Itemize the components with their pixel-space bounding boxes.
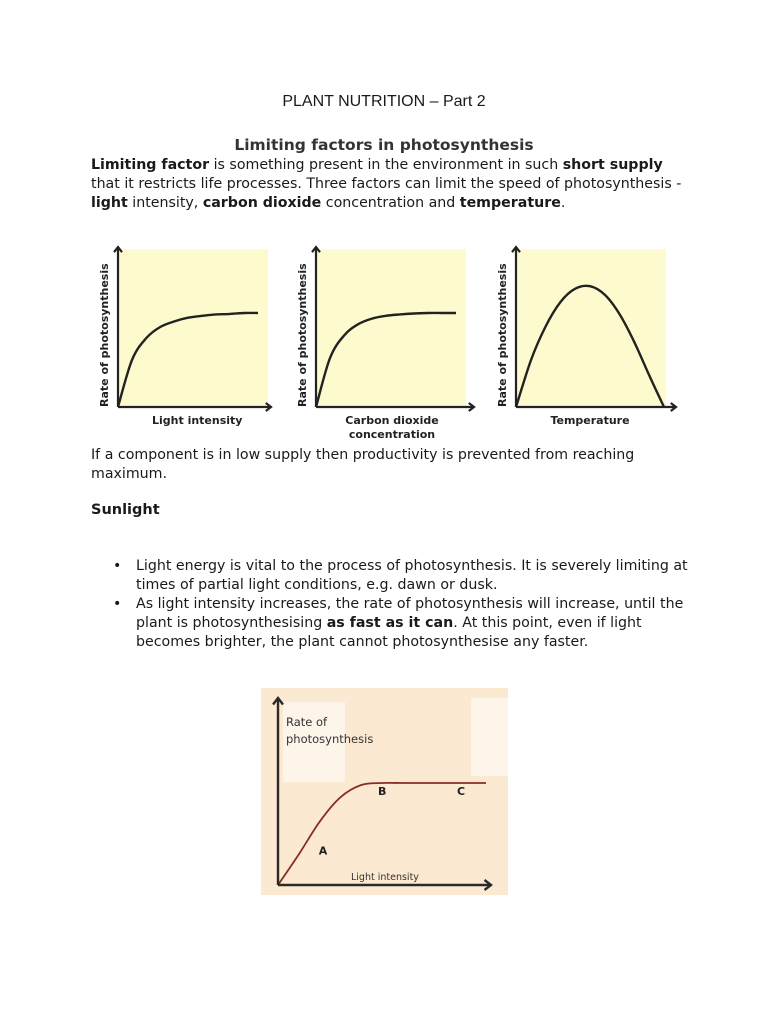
chart-background [516,249,666,407]
term-carbon-dioxide: carbon dioxide [202,195,322,211]
bullet-item [91,595,691,652]
x-axis-label: Light intensity [351,872,419,883]
intro-text: . [560,195,566,211]
sunlight-heading: Sunlight [91,502,160,518]
x-axis-label: Light intensity [152,414,243,427]
section-heading: Limiting factors in photosynthesis [234,136,534,154]
y-axis-label-line-2: photosynthesis [286,732,374,746]
page-title: PLANT NUTRITION – Part 2 [282,93,486,110]
chart-carbon-dioxide [294,243,479,443]
point-label-c: C [457,785,466,798]
intro-paragraph [91,156,691,213]
bullet-item [91,557,691,595]
point-label-a: A [318,844,328,858]
chart-temperature [494,243,679,443]
intro-text: intensity, [127,195,203,211]
y-axis-label: Rate of photosynthesis [98,263,111,407]
bullet-text: . At this point, even if light becomes brighter, the plant cannot photosynthesise any faster. [136,615,642,650]
term-short-supply: short supply [562,157,663,173]
chart-background [118,249,268,407]
x-axis-label: Temperature [550,414,630,427]
y-axis-label-line-1: Rate of [286,715,328,729]
x-axis-label-line-1: Carbon dioxide [345,414,439,427]
chart-background [316,249,466,407]
term-as-fast-as-it-can: as fast as it can [326,615,454,631]
point-label-b: B [378,785,387,798]
intro-text: that it restricts life processes. Three factors can limit the speed of photosynthesis - [91,176,682,192]
low-supply-paragraph: If a component is in low supply then productivity is prevented from reaching maximum. [91,447,635,482]
chart-light-intensity [96,243,276,443]
term-light: light [91,195,128,211]
chart-light-intensity-large [261,688,509,896]
x-axis-label-line-2: concentration [348,428,436,441]
intro-text: concentration and [321,195,460,211]
intro-text: is something present in the environment in such [209,157,563,173]
sunlight-bullet-list [91,557,691,652]
y-axis-label: Rate of photosynthesis [496,263,509,407]
term-temperature: temperature [459,195,561,211]
bullet-text: As light intensity increases, the rate of photosynthesis will increase, until the plant is photosynthesising [136,596,684,631]
term-limiting-factor: Limiting factor [91,157,210,173]
bullet-text: Light energy is vital to the process of photosynthesis. It is severely limiting at times of partial light conditions, e.g. dawn or dusk. [136,558,688,593]
y-axis-label: Rate of photosynthesis [296,263,309,407]
chart-highlight-panel [471,698,508,776]
